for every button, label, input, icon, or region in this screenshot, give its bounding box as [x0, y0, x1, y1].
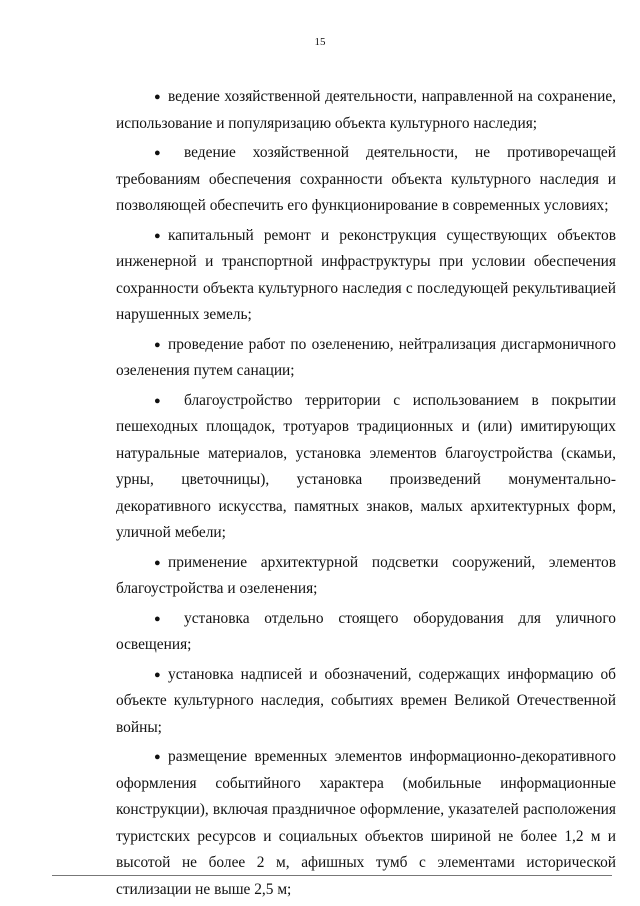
- list-item-text: благоустройство территории с использованием в покрытии пешеходных площадок, тротуаров традиционных и (или) имитирующих натуральные материалов, установка элементов благоустройства (скамьи, урны, цветочницы), установка произведений монументально-декоративного искусства, памятных знаков, малых архитектурных форм, уличной мебели;: [116, 391, 616, 541]
- list-item: [116, 140, 616, 220]
- list-item: [116, 332, 616, 385]
- list-item-text: капитальный ремонт и реконструкция существующих объектов инженерной и транспортной инфраструктуры при условии обеспечения сохранности объекта культурного наследия с последующей рекультивацией нарушенных земель;: [116, 226, 616, 323]
- list-item-text: установка надписей и обозначений, содержащих информацию об объекте культурного наследия, событиях времен Великой Отечественной войны;: [116, 665, 616, 736]
- page-number: 15: [314, 36, 326, 48]
- bullet-icon: ●: [154, 751, 161, 763]
- list-item: [116, 223, 616, 329]
- list-item: [116, 662, 616, 742]
- bullet-icon: ●: [154, 338, 161, 351]
- list-item: [116, 744, 616, 903]
- bullet-icon: ●: [154, 147, 161, 159]
- bullet-icon: ●: [154, 556, 161, 569]
- list-item: [116, 550, 616, 603]
- document-body: [116, 84, 616, 906]
- list-item-text: ведение хозяйственной деятельности, не противоречащей требованиям обеспечения сохранности объекта культурного наследия и позволяющей обеспечить его функционирование в современных условиях;: [116, 144, 616, 214]
- list-item-text: проведение работ по озеленению, нейтрализация дисгармоничного озеленения путем санации;: [116, 335, 616, 379]
- bullet-icon: ●: [154, 668, 161, 681]
- footer-divider: [52, 875, 612, 876]
- list-item: [116, 388, 616, 547]
- bullet-icon: ●: [154, 229, 161, 242]
- bullet-icon: ●: [154, 612, 161, 625]
- bullet-icon: ●: [154, 394, 161, 407]
- list-item: [116, 84, 616, 137]
- list-item-text: ведение хозяйственной деятельности, направленной на сохранение, использование и популяризацию объекта культурного наследия;: [116, 88, 616, 132]
- list-item-text: размещение временных элементов информационно-декоративного оформления событийного характера (мобильные информационные конструкции), включая праздничное оформление, указателей расположения туристских ресурсов и социальных объектов шириной не более 1,2 м и высотой не более 2 м, афишных тумб с элементами исторической стилизации не выше 2,5 м;: [116, 748, 616, 898]
- list-item-text: установка отдельно стоящего оборудования для уличного освещения;: [116, 609, 616, 653]
- list-item: [116, 606, 616, 659]
- list-item-text: применение архитектурной подсветки сооружений, элементов благоустройства и озеленения;: [116, 553, 616, 597]
- bullet-icon: ●: [154, 91, 161, 103]
